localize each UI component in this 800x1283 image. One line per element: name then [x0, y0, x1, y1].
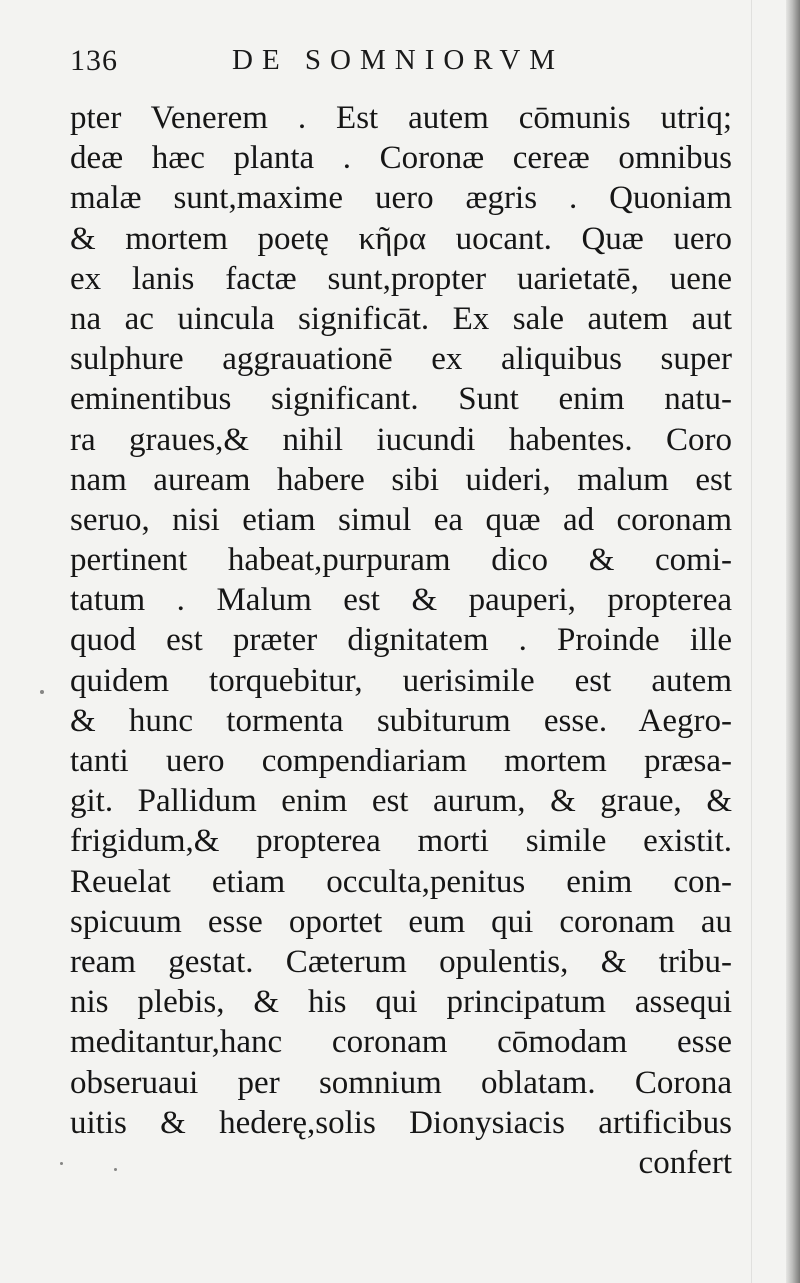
- text-line: seruo, nisi etiam simul ea quæ ad coronam: [70, 501, 732, 538]
- text-line: & mortem poetę κῆρα uocant. Quæ uero: [70, 220, 732, 257]
- page-edge-shadow: [786, 0, 800, 1283]
- text-line: spicuum esse oportet eum qui coronam au: [70, 903, 732, 940]
- text-line: meditantur,hanc coronam cōmodam esse: [70, 1024, 732, 1061]
- text-line: sulphure aggrauationē ex aliquibus super: [70, 341, 732, 378]
- text-line: ra graues,& nihil iucundi habentes. Coro: [70, 421, 732, 458]
- ink-speck: [40, 690, 44, 694]
- text-line: malæ sunt,maxime uero ægris . Quoniam: [70, 180, 732, 217]
- text-line: deæ hæc planta . Coronæ cereæ omnibus: [70, 140, 732, 177]
- text-line: ream gestat. Cæterum opulentis, & tribu-: [70, 943, 732, 980]
- text-line: nis plebis, & his qui principatum assequi: [70, 984, 732, 1021]
- text-line: nam auream habere sibi uideri, malum est: [70, 461, 732, 498]
- text-line: uitis & hederę,solis Dionysiacis artificibus: [70, 1104, 732, 1141]
- text-line: Reuelat etiam occulta,penitus enim con-: [70, 863, 732, 900]
- text-line: quod est præter dignitatem . Proinde ille: [70, 622, 732, 659]
- text-line: na ac uincula significāt. Ex sale autem aut: [70, 300, 732, 337]
- text-line: tanti uero compendiariam mortem præsa-: [70, 743, 732, 779]
- page-number: 136: [70, 44, 118, 77]
- page-header: [70, 44, 730, 84]
- text-line: & hunc tormenta subiturum esse. Aegro-: [70, 702, 732, 739]
- text-line: quidem torquebitur, uerisimile est autem: [70, 662, 732, 699]
- body-text: [70, 98, 732, 1183]
- text-line: frigidum,& propterea morti simile existit.: [70, 823, 732, 860]
- ink-speck: [60, 1162, 63, 1165]
- text-line: tatum . Malum est & pauperi, propterea: [70, 582, 732, 619]
- catchword: confert: [638, 1144, 732, 1181]
- text-line: eminentibus significant. Sunt enim natu-: [70, 381, 732, 418]
- text-line: pertinent habeat,purpuram dico & comi-: [70, 542, 732, 579]
- page-fold-shadow: [751, 0, 752, 1283]
- running-head: DE SOMNIORVM: [232, 44, 565, 76]
- text-line: git. Pallidum enim est aurum, & graue, &: [70, 783, 732, 820]
- text-line: ex lanis factæ sunt,propter uarietatē, uene: [70, 260, 732, 297]
- text-line: pter Venerem . Est autem cōmunis utriq;: [70, 100, 732, 136]
- text-line: obseruaui per somnium oblatam. Corona: [70, 1064, 732, 1101]
